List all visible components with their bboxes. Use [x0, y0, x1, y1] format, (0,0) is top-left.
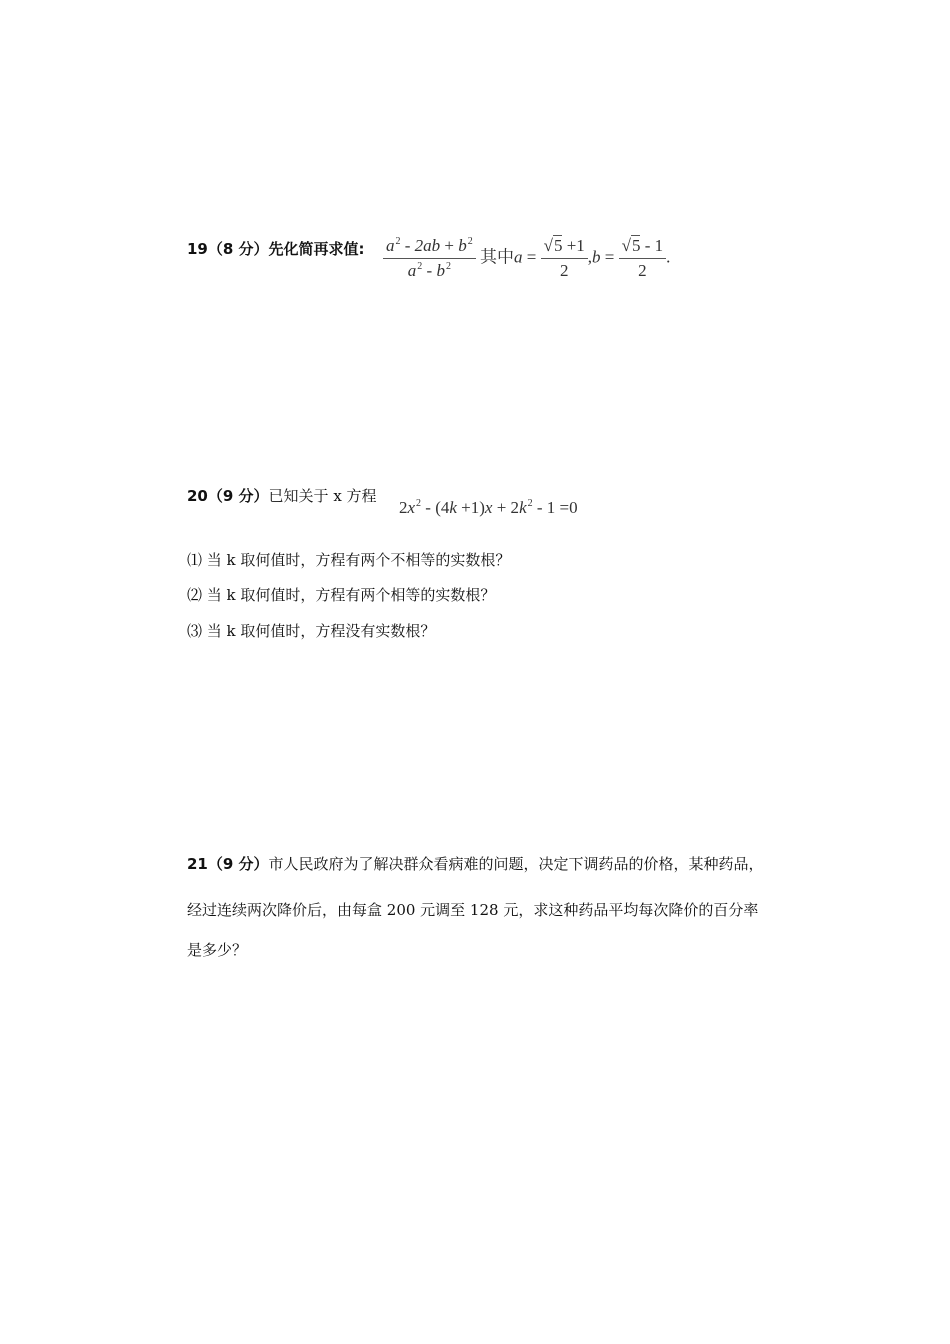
question-21-score: （9 分） — [207, 855, 269, 873]
expression-fraction — [383, 236, 476, 281]
question-20-score: （9 分） — [207, 487, 269, 505]
question-21-text-1: 市人民政府为了解决群众看病难的问题，决定下调药品的价格，某种药品， — [268, 855, 764, 873]
question-20-number: 20 — [187, 487, 208, 505]
question-19-header — [187, 242, 365, 257]
question-20-part-1: ⑴ 当 k 取何值时，方程有两个不相等的实数根？ — [187, 551, 511, 569]
expression-numerator: $a^2 - 2ab + b^2$ — [386, 236, 473, 255]
question-19-formula: $\frac{a^2 - 2ab + b^2}{a^2 - b^2}$ 其中a = $\frac{√5 +1}{2}$ ,b = $\frac{√5 - 1}{2}$ . — [383, 236, 670, 281]
question-20-prompt: 已知关于 x 方程 — [268, 487, 377, 505]
b-variable: b — [592, 247, 601, 267]
question-21-line-3: 是多少？ — [187, 941, 248, 959]
where-text: 其中 — [480, 247, 515, 267]
question-19-prompt: 先化简再求值: — [268, 240, 365, 258]
question-20-part-2: ⑵ 当 k 取何值时，方程有两个相等的实数根？ — [187, 586, 496, 604]
question-21-number: 21 — [187, 855, 208, 873]
a-variable: a — [514, 247, 523, 267]
question-20-equation: $2x^2 - (4k +1)x + 2k^2 - 1 =0$ — [399, 498, 578, 517]
question-21-line-2: 经过连续两次降价后，由每盒 200 元调至 128 元，求这种药品平均每次降价的百分率 — [187, 901, 759, 919]
expression-denominator: $a^2 - b^2$ — [383, 258, 476, 281]
question-19-number: 19 — [187, 240, 208, 258]
question-20-header — [187, 489, 377, 504]
question-21-line-1 — [187, 857, 764, 872]
b-value-fraction: $\frac{√5 - 1}{2}$ — [619, 236, 667, 281]
a-value-fraction: $\frac{√5 +1}{2}$ — [541, 236, 588, 281]
question-20-part-3: ⑶ 当 k 取何值时，方程没有实数根？ — [187, 622, 436, 640]
question-19-score: （8 分） — [207, 240, 269, 258]
